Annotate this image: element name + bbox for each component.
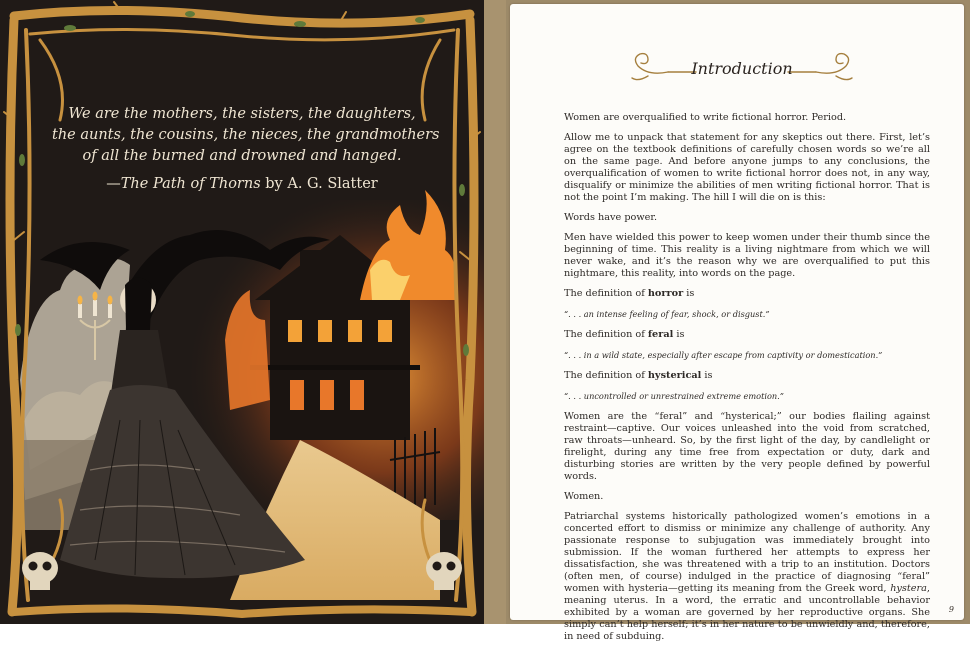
gothic-illustration — [0, 0, 484, 624]
attribution-dash: — — [106, 176, 121, 192]
attribution-book-title: The Path of Thorns — [120, 176, 261, 192]
definition-quote: “. . . in a wild state, especially after escape from captivity or domestication.” — [564, 350, 883, 360]
paragraph-text: Patriarchal systems historically pathologized women’s emotions in a concerted effort to dismiss or minimize any challenge of authority. Any passionate response to subjugation was immediately brought into submission. If the woman furthered her attempts to express her dissatisfaction, she was threatened with a trip to an institution. Doctors (often men, of course) indulged in the practice of diagnosing “feral” women with hysteria—getting its meaning from the Greek word, — [564, 511, 930, 594]
paragraph: Women. — [564, 491, 604, 502]
epigraph-line: the aunts, the cousins, the nieces, the grandmothers — [52, 127, 440, 143]
page-number: 9 — [948, 605, 954, 614]
definition-suffix: is — [701, 370, 713, 381]
epigraph-quote — [52, 104, 440, 167]
definition-word: horror — [647, 288, 684, 299]
epigraph-line: of all the burned and drowned and hanged. — [82, 148, 402, 164]
epigraph-attribution — [52, 176, 432, 192]
definition-suffix: is — [673, 329, 685, 340]
definition-prefix: The definition of — [564, 288, 648, 299]
page-title: Introduction — [691, 59, 793, 78]
definition-quote: “. . . uncontrolled or unrestrained extreme emotion.” — [564, 391, 784, 401]
paragraph: Men have wielded this power to keep women under their thumb since the beginning of time. This reality is a living nightmare from which we will never wake, and it’s the reason why we are overqualified to put this nightmare, this reality, into words on the page. — [564, 232, 930, 279]
left-page — [0, 0, 484, 624]
body-text — [564, 112, 930, 651]
right-page — [506, 0, 970, 642]
definition-hysterical — [564, 370, 930, 382]
definition-quote: “. . . an intense feeling of fear, shock, or disgust.” — [564, 309, 770, 319]
paragraph — [564, 511, 930, 643]
paragraph: Words have power. — [564, 212, 658, 223]
definition-suffix: is — [683, 288, 695, 299]
paragraph: Allow me to unpack that statement for any skeptics out there. First, let’s agree on the textbook definitions of carefully chosen words so we’re all on the same page. And before anyone jumps to any conclusions, the overqualification of women to write fictional horror does not, in any way, disqualify or minimize the abilities of men writing fictional horror. That is not the point I’m making. The hill I will die on is this: — [564, 132, 930, 203]
definition-word: hysterical — [647, 370, 702, 381]
paragraph: Women are the “feral” and “hysterical;” our bodies flailing against restraint—captive. Our voices unleashed into the void from scratched, raw throats—unheard. So, by the first light of the day, by candlelight or firelight, during any time free from expectation or duty, dark and disturbing stories are written by the very people defined by powerful words. — [564, 411, 930, 482]
chapter-heading — [510, 46, 964, 86]
definition-word: feral — [647, 329, 674, 340]
paragraph-text: , meaning uterus. In a word, the erratic and uncontrollable behavior exhibited by a woman are governed by her reproductive organs. She simply can’t help herself; it’s in her nature to be unwieldly and, therefore, in need of subduing. — [564, 583, 930, 642]
definition-prefix: The definition of — [564, 370, 648, 381]
definition-prefix: The definition of — [564, 329, 648, 340]
paper-sheet — [510, 4, 964, 642]
emphasized-word: hystera — [890, 583, 927, 594]
book-gutter — [484, 0, 506, 624]
epigraph-line: We are the mothers, the sisters, the daughters, — [68, 106, 416, 122]
definition-horror — [564, 288, 930, 300]
attribution-author: by A. G. Slatter — [260, 176, 378, 192]
definition-feral — [564, 329, 930, 341]
paragraph: Women are overqualified to write fictional horror. Period. — [564, 112, 847, 123]
